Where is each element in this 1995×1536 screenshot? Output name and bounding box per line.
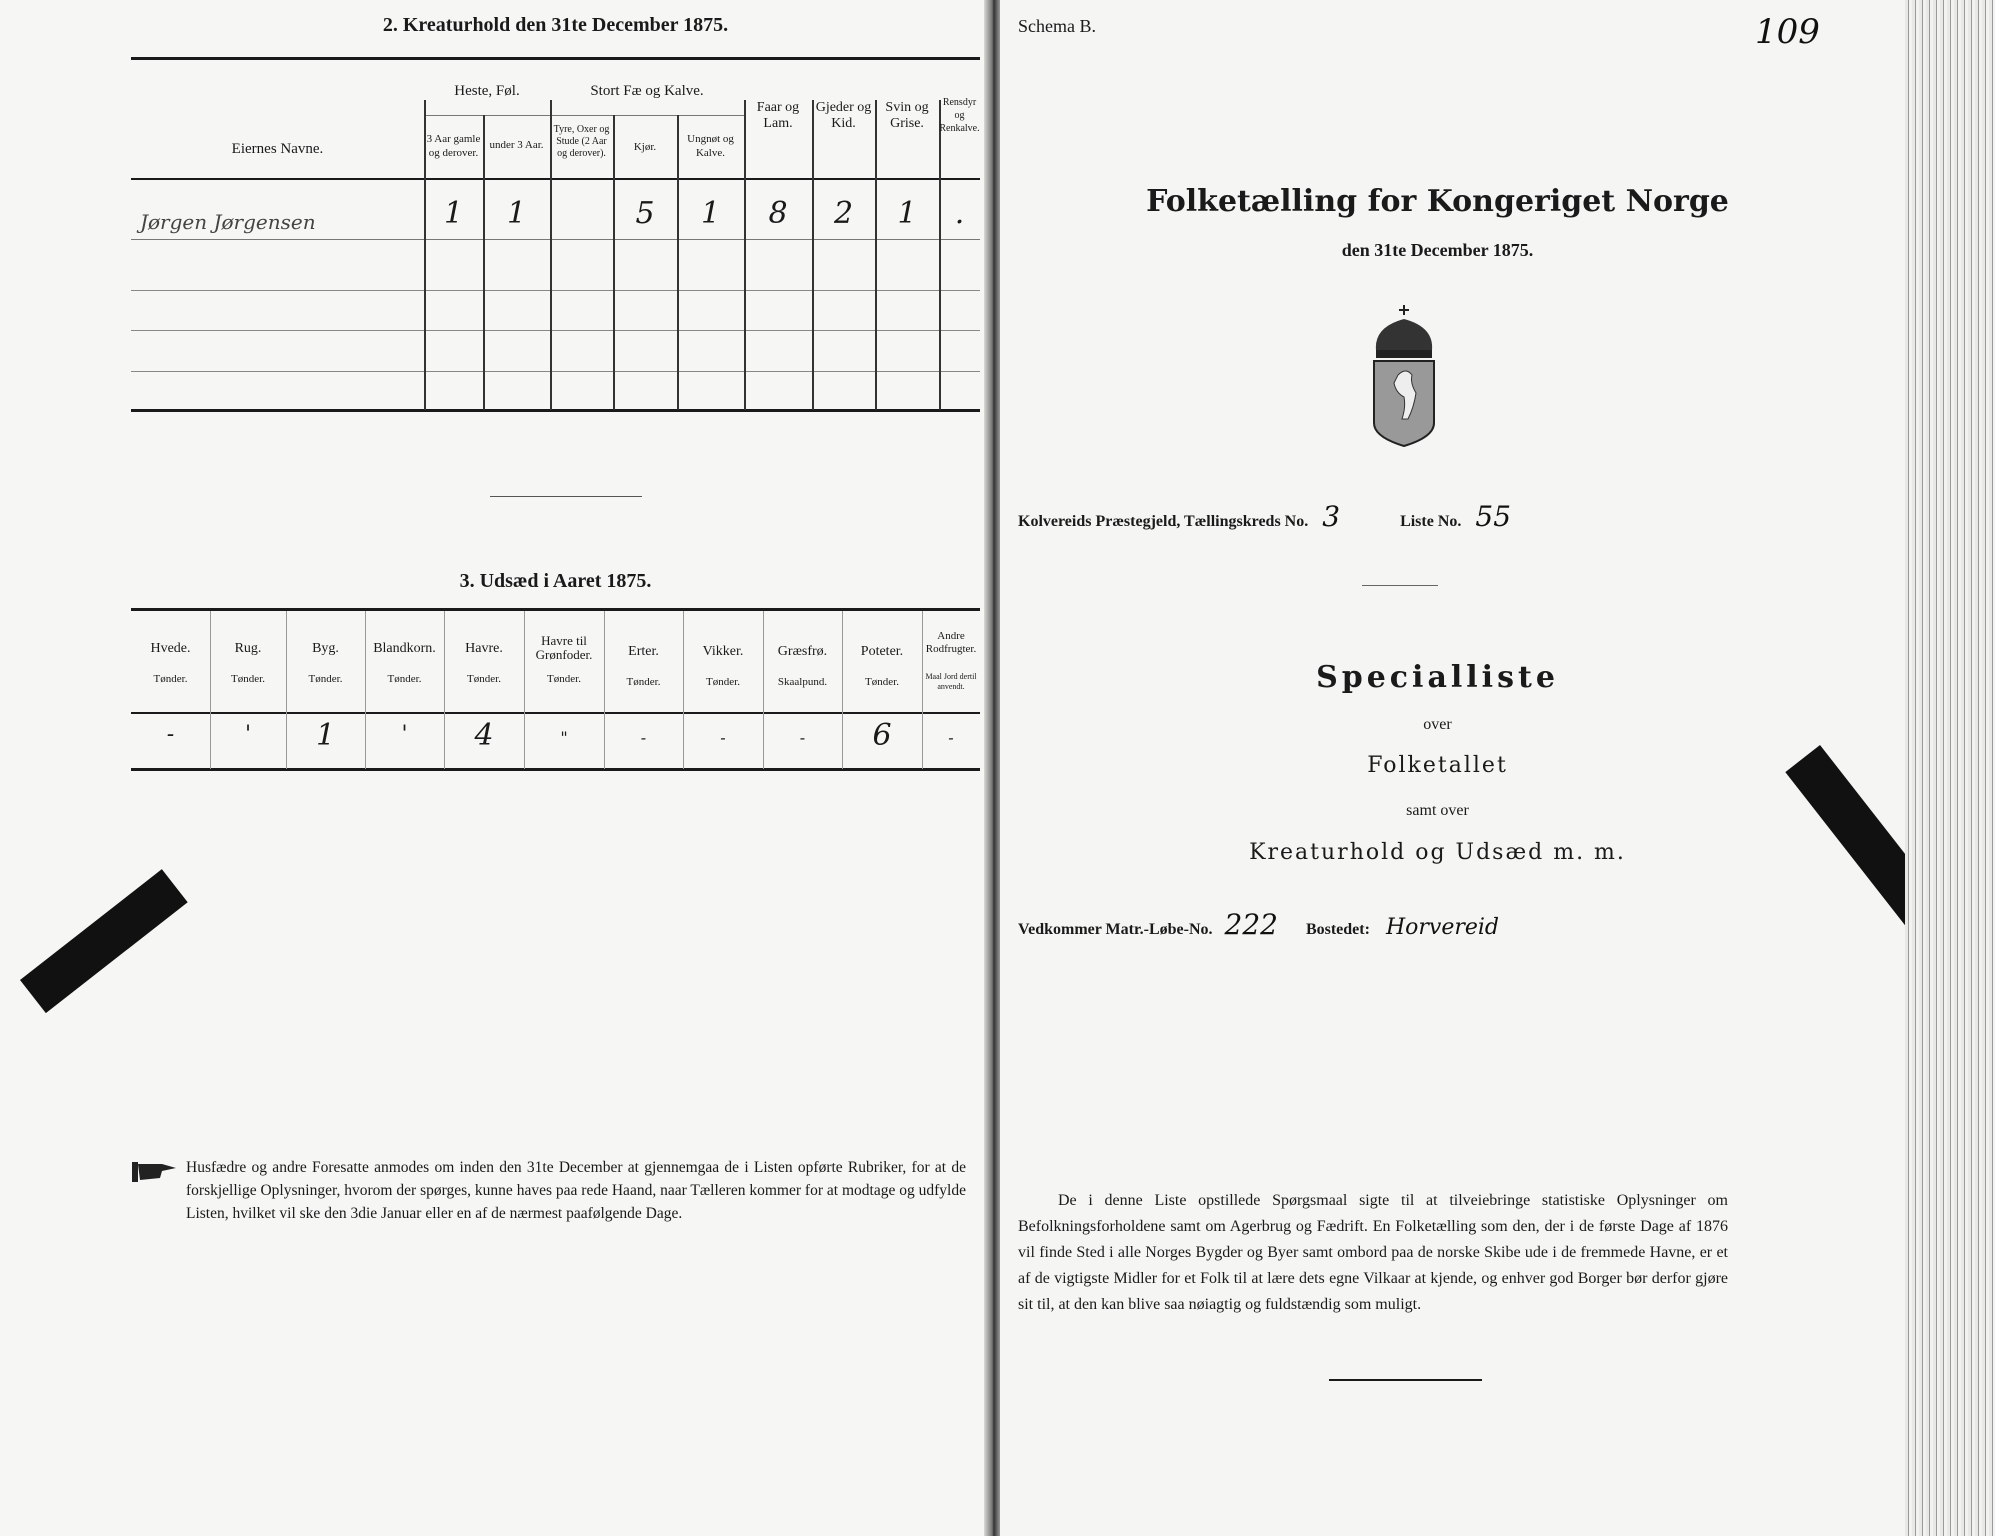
group-header-cattle: Stort Fæ og Kalve. [590, 83, 704, 99]
column-header: Gjeder og Kid. [815, 100, 872, 131]
seed-col-name: Rug. [234, 641, 262, 656]
cell-value: 2 [833, 196, 854, 231]
column-header: Tyre, Oxer og Stude (2 Aar og derover). [553, 124, 610, 159]
cell-value: . [954, 196, 965, 231]
seed-col-unit: Tønder. [467, 673, 501, 685]
page-marker-strip [20, 869, 188, 1013]
document-title: Folketælling for Kongeriget Norge [1146, 184, 1729, 219]
seed-col-unit: Tønder. [387, 673, 422, 685]
cell-value: 5 [635, 196, 655, 231]
section2-title: 2. Kreaturhold den 31te December 1875. [382, 14, 729, 36]
folketallet-text: Folketallet [1367, 753, 1508, 778]
divider [1362, 585, 1438, 586]
seed-col-unit: Tønder. [231, 673, 265, 685]
owner-name: Jørgen Jørgensen [140, 210, 316, 234]
column-header: Rensdyr og Renkalve. [939, 97, 980, 134]
seed-col-unit: Tønder. [308, 673, 343, 685]
column-header: Faar og Lam. [756, 100, 800, 131]
seed-value: - [640, 728, 647, 747]
seed-col-unit: Tønder. [626, 676, 661, 688]
column-header: Svin og Grise. [885, 100, 929, 131]
norwegian-coat-of-arms-icon [1368, 305, 1440, 447]
seed-col-name: Vikker. [702, 644, 744, 659]
cell-value: 1 [506, 196, 527, 231]
column-header: under 3 Aar. [489, 139, 544, 151]
seed-col-name: Hvede. [150, 641, 191, 656]
parish-label: Kolvereids Præstegjeld, Tællingskreds No. [1018, 513, 1309, 530]
seed-value: ' [401, 722, 408, 747]
seed-value: - [799, 728, 806, 747]
info-paragraph: De i denne Liste opstillede Spørgsmaal sigte til at tilveiebringe statistiske Oplysninger om Befolkningsforholdene samt om Agerbrug og Fædrift. En Folketælling som den, der i de første Dage af 1876 vil finde Sted i alle Norges Bygder og Byer samt ombord paa de norske Skibe ude i de fremmede Havne, er et af de vigtigste Midler for et Folk til at lære dets egne Vilkaar at kjende, og enhver god Borger bør derfor gjøre sit til, at den kan blive saa nøiagtig og fuldstændig som muligt. [1018, 1192, 1728, 1313]
list-label: Liste No. [1400, 513, 1462, 530]
over-text: over [1423, 716, 1452, 733]
document-subtitle: den 31te December 1875. [1341, 240, 1534, 260]
bosted-label: Bostedet: [1305, 921, 1370, 938]
owner-header: Eiernes Navne. [231, 141, 324, 157]
matr-line [1018, 908, 1499, 941]
seed-col-name: Blandkorn. [373, 641, 436, 656]
left-page [0, 0, 992, 1536]
column-header: 3 Aar gamle og derover. [426, 133, 481, 159]
seed-col-unit: Maal Jord dertil anvendt. [925, 672, 977, 691]
seed-value: - [166, 722, 175, 747]
cell-value: 1 [897, 196, 917, 231]
column-header: Kjør. [633, 141, 657, 153]
seed-value: - [720, 728, 726, 747]
column-header: Ungnøt og Kalve. [687, 133, 734, 159]
seed-value: - [948, 728, 954, 747]
specialliste-heading: Specialliste [1316, 660, 1559, 695]
list-number: 55 [1475, 500, 1512, 533]
seed-col-name: Erter. [628, 644, 659, 659]
seed-value: 6 [872, 718, 892, 753]
matr-label: Vedkommer Matr.-Løbe-No. [1018, 921, 1213, 938]
schema-label: Schema B. [1018, 16, 1096, 36]
divider [1329, 1379, 1482, 1381]
district-line [1018, 500, 1511, 533]
page-edges [1905, 0, 1995, 1536]
seed-col-unit: Tønder. [547, 673, 581, 685]
seed-col-name: Poteter. [860, 644, 904, 659]
right-page [1000, 0, 1910, 1536]
kreaturhold-text: Kreaturhold og Udsæd m. m. [1249, 840, 1626, 865]
district-number: 3 [1322, 500, 1341, 533]
divider [490, 496, 642, 497]
seed-value: " [560, 728, 568, 747]
seed-col-name: Byg. [312, 641, 339, 656]
cell-value: 1 [443, 196, 464, 231]
seed-col-name: Andre Rodfrugter. [925, 630, 977, 655]
seed-col-unit: Skaalpund. [777, 676, 828, 688]
page-number: 109 [1755, 12, 1820, 52]
seed-col-unit: Tønder. [706, 676, 740, 688]
seed-col-unit: Tønder. [153, 673, 188, 685]
cell-value: 1 [700, 196, 721, 231]
footnote: Husfædre og andre Foresatte anmodes om inden den 31te December at gjennemgaa de i Listen opførte Rubriker, for at de forskjellige Oplysninger, hvorom der spørges, kunne haves paa rede Haand, naar Tælleren kommer for at modtage og udfylde Listen, hvilket vil ske den 3die Januar eller en af de nærmest paafølgende Dage. [186, 1159, 966, 1222]
seed-value: ' [244, 722, 252, 747]
pointing-hand-icon [132, 1160, 178, 1184]
seed-col-unit: Tønder. [865, 676, 899, 688]
seed-value: 4 [474, 718, 494, 753]
section3-title: 3. Udsæd i Aaret 1875. [459, 570, 652, 592]
group-header-horses: Heste, Føl. [454, 83, 520, 99]
seed-col-name: Havre til Grønfoder. [535, 633, 593, 662]
seed-col-name: Havre. [465, 641, 503, 656]
seed-value: 1 [315, 718, 336, 753]
bosted-value: Horvereid [1385, 915, 1499, 940]
matr-number: 222 [1224, 908, 1278, 941]
samt-over-text: samt over [1406, 802, 1469, 819]
cell-value: 8 [768, 196, 788, 231]
seed-col-name: Græsfrø. [777, 644, 828, 659]
